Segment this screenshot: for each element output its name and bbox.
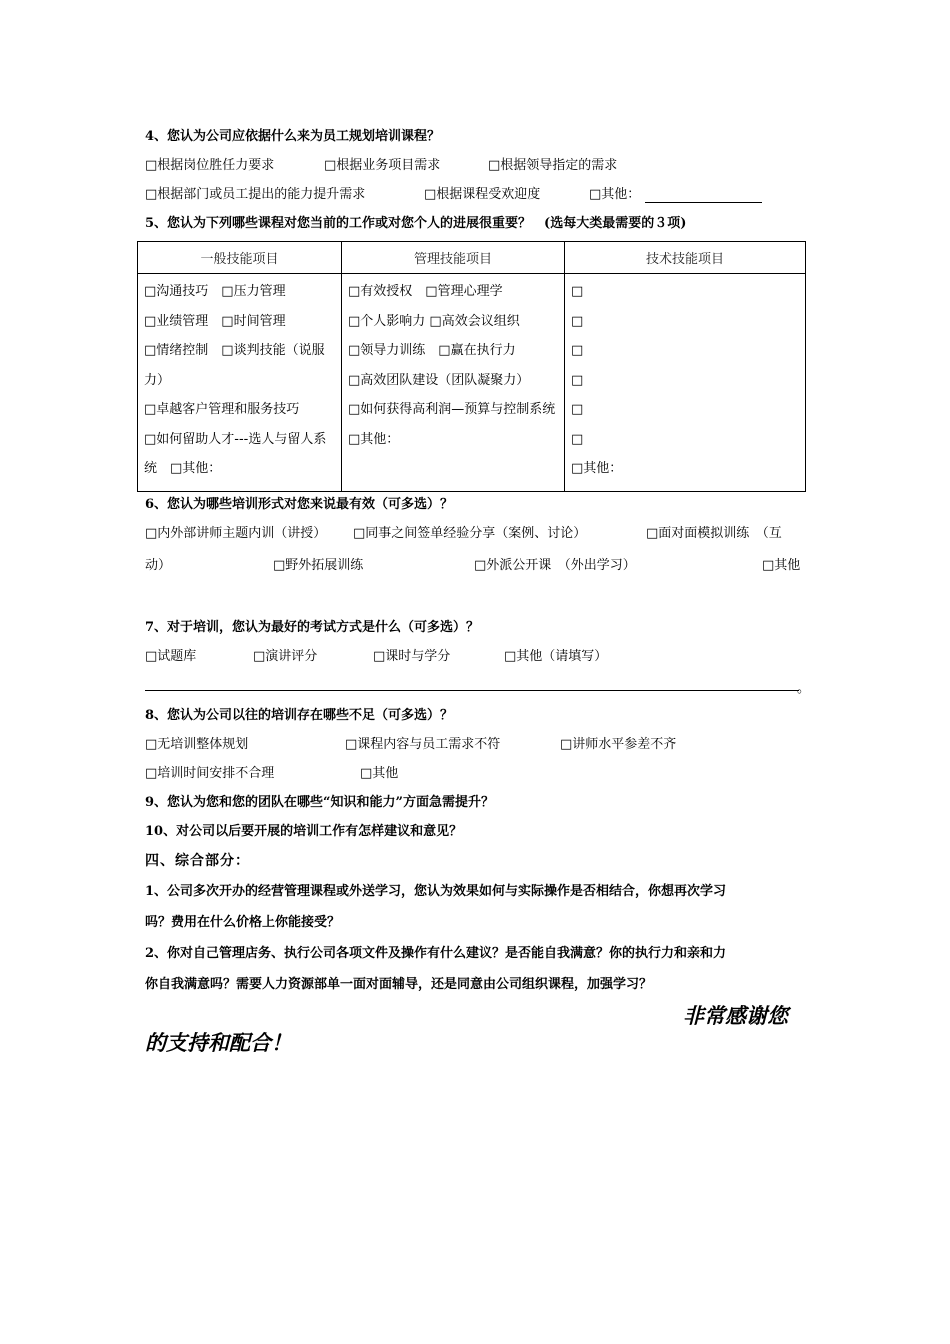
q6-option-lecture[interactable]: □内外部讲师主题内训（讲授） — [145, 526, 327, 541]
section4-item1-line1: 1、公司多次开办的经营管理课程或外送学习，您认为效果如何与实际操作是否相结合，你想再次学习 — [145, 884, 727, 899]
thanks-line1: 非常感谢您 — [683, 1003, 788, 1028]
q8-option-no-plan[interactable]: □无培训整体规划 — [145, 737, 249, 752]
q6-option-other[interactable]: □其他 — [762, 558, 801, 573]
q4-option-business[interactable]: □根据业务项目需求 — [324, 158, 441, 173]
section4-title: 四、综合部分： — [145, 853, 250, 869]
management-item[interactable]: □其他： — [348, 431, 400, 447]
q7-option-credits[interactable]: □课时与学分 — [373, 649, 451, 664]
general-item[interactable]: □业绩管理 □时间管理 — [144, 313, 286, 329]
technical-item[interactable]: □ — [571, 313, 584, 329]
technical-item[interactable]: □ — [571, 431, 584, 447]
q8-title: 8、您认为公司以往的培训存在哪些不足（可多选）？ — [145, 708, 454, 723]
section4-item1-line2: 吗？费用在什么价格上你能接受？ — [145, 915, 341, 930]
q6-option-sharing[interactable]: □同事之间签单经验分享（案例、讨论） — [353, 526, 587, 541]
q4-option-competency[interactable]: □根据岗位胜任力要求 — [145, 158, 275, 173]
general-item[interactable]: □卓越客户管理和服务技巧 — [144, 402, 300, 417]
q10-title: 10、对公司以后要开展的培训工作有怎样建议和意见？ — [145, 824, 463, 839]
general-item[interactable]: □如何留助人才---选人与留人系统 □其他： — [144, 431, 327, 476]
technical-skills-cell — [565, 274, 806, 492]
management-item[interactable]: □领导力训练 □赢在执行力 — [348, 343, 516, 358]
general-skills-cell — [138, 274, 342, 492]
skills-table — [137, 241, 806, 492]
thanks-line2: 的支持和配合！ — [145, 1030, 292, 1055]
q6-option-simulation-cont: 动） — [145, 558, 172, 573]
q4-other-blank[interactable] — [645, 202, 762, 203]
q7-option-other[interactable]: □其他（请填写） — [504, 649, 608, 664]
management-item[interactable]: □如何获得高利润—预算与控制系统 — [348, 402, 556, 417]
q4-option-popularity[interactable]: □根据课程受欢迎度 — [424, 187, 541, 202]
management-item[interactable]: □个人影响力 □高效会议组织 — [348, 313, 520, 329]
management-skills-cell — [342, 274, 565, 492]
q6-option-public-course[interactable]: □外派公开课 （外出学习） — [474, 558, 636, 573]
technical-item[interactable]: □ — [571, 284, 584, 299]
q4-option-leader[interactable]: □根据领导指定的需求 — [488, 158, 618, 173]
q7-option-speech[interactable]: □演讲评分 — [253, 649, 318, 664]
technical-item[interactable]: □其他： — [571, 461, 623, 476]
q7-title: 7、对于培训，您认为最好的考试方式是什么（可多选）？ — [145, 620, 480, 635]
management-item[interactable]: □有效授权 □管理心理学 — [348, 284, 503, 299]
q4-title: 4、您认为公司应依据什么来为员工规划培训课程？ — [145, 129, 441, 144]
header-general-skills: 一般技能项目 — [138, 242, 342, 274]
management-item[interactable]: □高效团队建设（团队凝聚力） — [348, 372, 530, 388]
section4-item2-line1: 2、你对自己管理店务、执行公司各项文件及操作有什么建议？是否能自我满意？你的执行力和亲和力 — [145, 946, 727, 961]
technical-item[interactable]: □ — [571, 372, 584, 388]
general-item[interactable]: □情绪控制 □谈判技能（说服力） — [144, 343, 325, 388]
q8-option-other[interactable]: □其他 — [360, 766, 399, 781]
technical-item[interactable]: □ — [571, 343, 584, 358]
section4-item2-line2: 你自我满意吗？需要人力资源部单一面对面辅导，还是同意由公司组织课程，加强学习？ — [145, 977, 653, 992]
q6-option-outdoor[interactable]: □野外拓展训练 — [273, 558, 364, 573]
q6-option-simulation[interactable]: □面对面模拟训练 （互 — [646, 526, 782, 541]
q4-option-department[interactable]: □根据部门或员工提出的能力提升需求 — [145, 187, 366, 202]
header-technical-skills: 技术技能项目 — [565, 242, 806, 274]
q8-option-content-mismatch[interactable]: □课程内容与员工需求不符 — [345, 737, 501, 752]
q7-end-mark: 。 — [797, 681, 811, 696]
q7-option-question-bank[interactable]: □试题库 — [145, 649, 197, 664]
q8-option-trainer-quality[interactable]: □讲师水平参差不齐 — [560, 737, 677, 752]
q6-title: 6、您认为哪些培训形式对您来说最有效（可多选）？ — [145, 497, 454, 512]
q9-title: 9、您认为您和您的团队在哪些“知识和能力”方面急需提升？ — [145, 795, 495, 810]
q5-title: 5、您认为下列哪些课程对您当前的工作或对您个人的进展很重要？ (选每大类最需要的３项) — [145, 216, 687, 231]
technical-item[interactable]: □ — [571, 402, 584, 417]
q8-option-schedule[interactable]: □培训时间安排不合理 — [145, 766, 275, 781]
q7-answer-line[interactable] — [145, 690, 799, 691]
general-item[interactable]: □沟通技巧 □压力管理 — [144, 284, 286, 299]
header-management-skills: 管理技能项目 — [342, 242, 565, 274]
q4-option-other[interactable]: □其他： — [589, 187, 641, 202]
